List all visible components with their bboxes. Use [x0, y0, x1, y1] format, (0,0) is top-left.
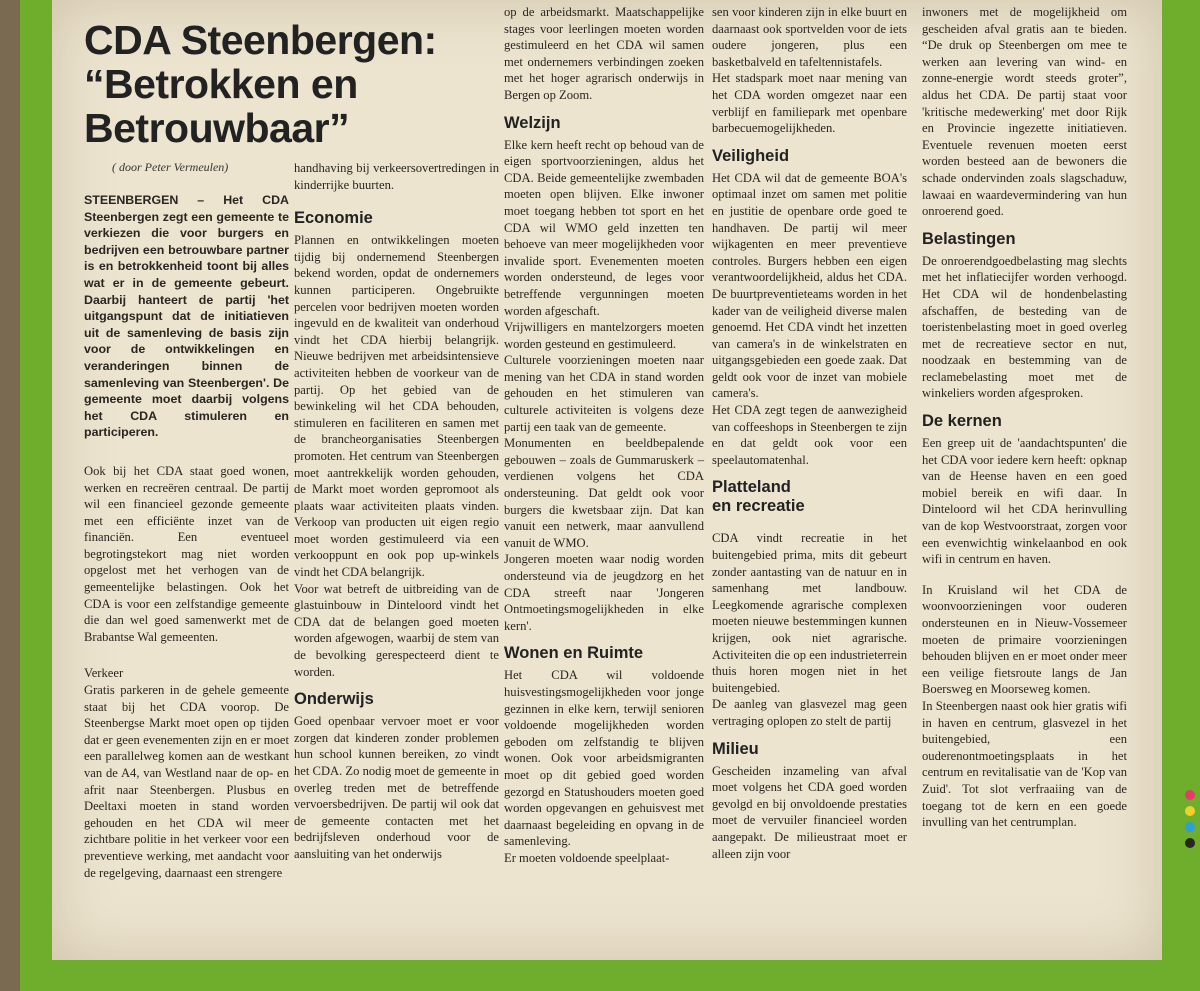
paragraph-welzijn-5: Jongeren moeten waar nodig worden ondersteund via de jeugdzorg en het CDA streeft naar 'Jongeren Ontmoetingsmogelijkheden in elke kern'.: [504, 552, 704, 633]
paragraph-kernen-2: In Kruisland wil het CDA de woonvoorzieningen voor ouderen ondersteunen en in Nieuw-Vossemeer moeten de primaire voorzieningen behouden blijven en er moet onder meer een veilige fietsroute langs de Jan Boersweg en Moorseweg komen.: [922, 582, 1127, 697]
headline-line-3: Betrouwbaar”: [84, 105, 350, 151]
section-heading-belastingen: Belastingen: [922, 229, 1016, 248]
column-3: [504, 4, 704, 867]
paragraph-wonen: Het CDA wil voldoende huisvestingsmogelijkheden voor jonge gezinnen in elke kern, terwijl senioren voldoende mogelijkheden worden geboden om zelfstandig te blijven wonen. Ook voor arbeidsmigranten moet op dit gebied goed worden gezorgd en Statushouders moeten goed worden opgevangen en gehuisvest met daarnaast begeleiding en opvang in de samenleving.: [504, 668, 704, 849]
heading-line-1: Platteland: [712, 478, 791, 497]
magenta-dot: [1185, 790, 1195, 800]
column-1: [84, 192, 289, 881]
column-4: [712, 4, 907, 862]
section-heading-onderwijs: Onderwijs: [294, 690, 374, 709]
column-5: [922, 4, 1127, 831]
section-heading-welzijn: Welzijn: [504, 113, 561, 132]
yellow-dot: [1185, 806, 1195, 816]
paragraph: op de arbeidsmarkt. Maatschappelijke stages voor leerlingen moeten worden gestimuleerd en het CDA wil samen met ondernemers verbindingen zoeken met het hoger agrarisch onderwijs in Bergen op Zoom.: [504, 5, 704, 102]
headline-line-2: “Betrokken en: [84, 61, 358, 107]
section-heading-wonen: Wonen en Ruimte: [504, 644, 644, 663]
heading-line-2: en recreatie: [712, 497, 805, 516]
headline-line-1: CDA Steenbergen:: [84, 17, 437, 63]
paragraph-welzijn-2: Vrijwilligers en mantelzorgers moeten worden gesteund en gestimuleerd.: [504, 320, 704, 351]
subheading-verkeer: Verkeer: [84, 666, 124, 681]
paragraph-economie-2: Voor wat betreft de uitbreiding van de glastuinbouw in Dinteloord vindt het CDA dat de belangen goed moeten worden afgewogen, waarbij de stem van de bevolking gerespecteerd dient te worden.: [294, 581, 499, 679]
paragraph-wonen-2: Er moeten voldoende speelplaat-: [504, 850, 670, 865]
newspaper-page: [52, 0, 1162, 960]
black-dot: [1185, 838, 1195, 848]
paragraph-platteland-2: De aanleg van glasvezel mag geen vertraging oplopen zo stelt de partij: [712, 697, 907, 728]
paragraph-veiligheid: Het CDA wil dat de gemeente BOA's optimaal inzet om samen met politie en justitie de openbare orde goed te handhaven. De partij wil meer wijkagenten en meer preventieve controles. Burgers hebben een eigen verantwoordelijkheid, aldus het CDA. De buurtpreventieteams worden in het kader van de veiligheid diverse malen genoemd. Het CDA vindt het inzetten van camera's in de winkelstraten en uitgangsgebieden een goede zaak. Dat geldt ook voor de inzet van mobiele camera's.: [712, 170, 907, 401]
cyan-dot: [1185, 822, 1195, 832]
section-heading-platteland: [712, 478, 907, 516]
paragraph-welzijn-4: Monumenten en beeldbepalende gebouwen – zoals de Gummaruskerk – verdienen volgens het CDA ondersteuning. Dat geldt ook voor burgers die kwetsbaar zijn. Dat kan vanuit een netwerk, maar aanvullend vanuit de WMO.: [504, 436, 704, 550]
section-heading-economie: Economie: [294, 209, 373, 228]
byline: ( door Peter Vermeulen): [112, 160, 229, 174]
paragraph-kernen: Een greep uit de 'aandachtspunten' die het CDA voor iedere kern heeft: opknap van de Heense haven en een goed mobiel bereik en wifi daar. In Dinteloord wil het CDA herinvulling van de kop Westvoorstraat, zorgen voor een evenwichtig winkelaanbod en ook wifi in centrum en haven.: [922, 436, 1127, 567]
lead-paragraph: STEENBERGEN – Het CDA Steenbergen zegt een gemeente te verkiezen die voor burgers en bedrijven een betrouwbare partner is en betrokkenheid toont bij alles wat er in de gemeente gebeurt. Daarbij hanteert de partij 'het uitgangspunt dat de initiatieven uit de samenleving de basis zijn voor de ontwikkelingen en veranderingen binnen de samenleving van Steenbergen'. De gemeente moet daarbij volgens het CDA stimuleren en participeren.: [84, 193, 289, 440]
paragraph-welzijn-3: Culturele voorzieningen moeten naar mening van het CDA in stand worden gehouden en het stimuleren van culturele activiteiten is volgens deze partij een taak van de gemeente.: [504, 353, 704, 434]
paragraph-platteland: CDA vindt recreatie in het buitengebied prima, mits dit gebeurt zonder aantasting van de natuur en in samenhang met landbouw. Leegkomende agrarische complexen moeten nieuwe bestemmingen kunnen krijgen, ook niet agrarische. Activiteiten die op een industrieterrein thuis horen mogen niet in het buitengebied.: [712, 531, 907, 695]
paragraph: inwoners met de mogelijkheid om gescheiden afval gratis aan te bieden. “De druk op Steenbergen om mee te werken aan levering van wind- en zonne-energie wordt steeds groter”, aldus het CDA. De partij staat voor 'kritische medewerking' met door Rijk en Provincie ingezette initiatieven. Eventuele revenuen moeten eerst worden besteed aan de bewoners die schade ondervinden zoals slagschaduw, lawaai en waardevermindering van hun onroerend goed.: [922, 5, 1127, 219]
section-heading-milieu: Milieu: [712, 739, 759, 758]
paragraph: handhaving bij verkeersovertredingen in kinderrijke buurten.: [294, 161, 499, 192]
paragraph-veiligheid-2: Het CDA zegt tegen de aanwezigheid van coffeeshops in Steenbergen te zijn en dat geldt ook voor een speelautomatenhal.: [712, 403, 907, 467]
section-heading-kernen: De kernen: [922, 412, 1002, 431]
paragraph: sen voor kinderen zijn in elke buurt en daarnaast ook sportvelden voor de iets oudere jongeren, plus een basketbalveld en tafeltennistafels.: [712, 5, 907, 69]
paragraph: Ook bij het CDA staat goed wonen, werken en recreëren centraal. De partij wil een financieel gezonde gemeente met een efficiënte inzet van de financiën. Een eventueel begrotingstekort mag niet worden opgelost met het verhogen van de gemeentelijke belastingen. Ook het CDA is voor een zelfstandige gemeente die dan wel goed samenwerkt met de Brabantse Wal gemeenten.: [84, 463, 289, 644]
paragraph-verkeer: Gratis parkeren in de gehele gemeente staat bij het CDA voorop. De Steenbergse Markt moet open op tijden dat er geen evenementen zijn en er moet een parallelweg komen aan de westkant van de A4, van Westland naar de op- en afrit naar Steenbergen. Plusbus en Deeltaxi moeten in stand worden gehouden en het CDA wil meer zichtbare politie in het verkeer voor een preventieve werking, met aandacht voor de regelgeving, daarnaast een strengere: [84, 683, 289, 880]
article-headline: [84, 18, 504, 150]
paragraph-milieu: Gescheiden inzameling van afval moet volgens het CDA goed worden gevolgd en bij onvoldoende prestaties moet de vervuiler financieel worden aangepakt. De milieustraat moet er alleen zijn voor: [712, 763, 907, 861]
paragraph-welzijn: Elke kern heeft recht op behoud van de eigen sportvoorzieningen, aldus het CDA. Beide gemeentelijke zwembaden moeten open blijven. Elke inwoner moet toegang hebben tot sport en het CDA wil WMO geld inzetten ten behoeve van meer mogelijkheden voor invalide sport. Evenementen moeten worden ondersteund, de leges voor betreffende vergunningen moeten worden afgeschaft.: [504, 137, 704, 318]
paragraph-economie: Plannen en ontwikkelingen moeten tijdig bij ondernemend Steenbergen bekend worden, opdat de ondernemers kunnen participeren. Ongebruikte percelen voor bedrijven moeten worden ingevuld en de kwaliteit van onderhoud vindt het CDA hierbij belangrijk. Nieuwe bedrijven met arbeidsintensieve activiteiten hebben de voorkeur van de partij. Op het gebied van de bewinkeling wil het CDA behouden, stimuleren en faciliteren en samen met de brancheorganisaties Steenbergen promoten. Het centrum van Steenbergen moet aantrekkelijk worden gehouden, de Markt moet worden gepromoot als plaats waar activiteiten plaats vinden. Verkoop van producten uit eigen regio moet worden gestimuleerd via een verkooppunt en ook pop up-winkels vindt het CDA belangrijk.: [294, 233, 499, 580]
paragraph-kernen-3: In Steenbergen naast ook hier gratis wifi in haven en centrum, glasvezel in het buitengebied, een ouderenontmoetingsplaats in het centrum en revitalisatie van de 'Kop van Zuid'. Tot slot verfraaiing van de toegang tot de kern en een goede invulling van het centrumplan.: [922, 698, 1127, 830]
column-2: [294, 160, 499, 863]
section-heading-veiligheid: Veiligheid: [712, 146, 790, 165]
paragraph-belastingen: De onroerendgoedbelasting mag slechts met het inflatiecijfer worden verhoogd. Het CDA wil de hondenbelasting afschaffen, de besteding van de toeristenbelasting moet in goed overleg met de recreatieve sector en nut, noodzaak en bestemming van de reclamebelasting moet met de winkeliers worden afgesproken.: [922, 253, 1127, 401]
print-registration-marks: [1185, 790, 1197, 854]
paragraph-onderwijs: Goed openbaar vervoer moet er voor zorgen dat kinderen zonder problemen hun school kunnen bereiken, zo vindt het CDA. Zo nodig moet de gemeente in overleg treden met de betreffende vervoersbedrijven. De partij wil ook dat de gemeente contacten met het bedrijfsleven onderhoud voor de aansluiting van het onderwijs: [294, 714, 499, 861]
paragraph-stadspark: Het stadspark moet naar mening van het CDA worden omgezet naar een verblijf en familiepark met openbare barbecuemogelijkheden.: [712, 71, 907, 136]
